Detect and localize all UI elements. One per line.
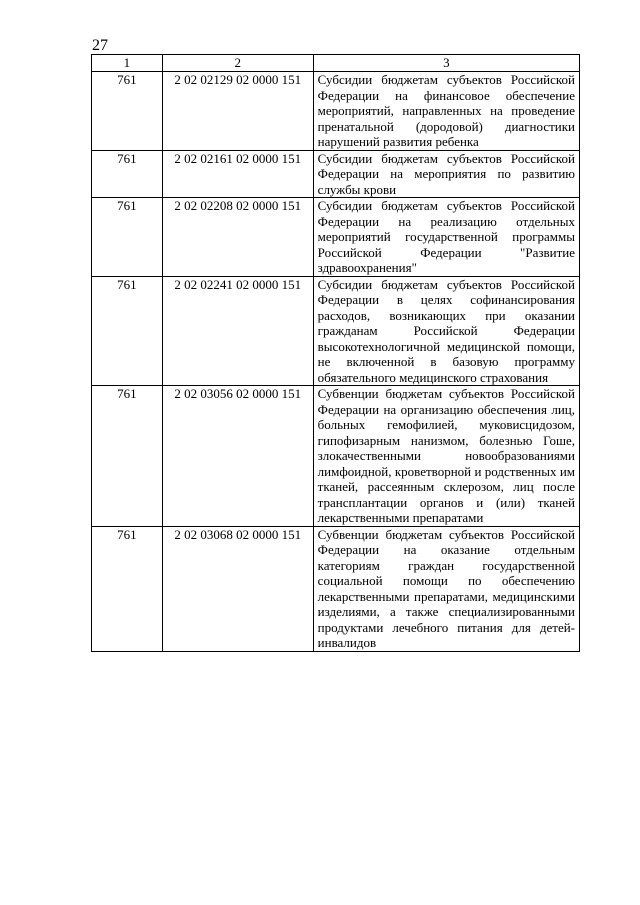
table-row <box>92 526 580 651</box>
description-cell: Субвенции бюджетам субъектов Российской Федерации на оказание отдельным категориям граждан государственной социальной помощи по обеспечению лекарственными препаратами, медицинскими изделиями, а также специализированными продуктами лечебного питания для детей-инвалидов <box>313 526 579 651</box>
description-cell: Субвенции бюджетам субъектов Российской Федерации на организацию обеспечения лиц, больных гемофилией, муковисцидозом, гипофизарным нанизмом, болезнью Гоше, злокачественными новообразованиями лимфоидной, кроветворной и родственных им тканей, рассеянным склерозом, лиц после трансплантации органов и (или) тканей лекарственными препаратами <box>313 386 579 527</box>
admin-code-cell: 761 <box>92 386 163 527</box>
revenue-code-cell: 2 02 02241 02 0000 151 <box>162 276 313 386</box>
admin-code-cell: 761 <box>92 526 163 651</box>
table-header-row <box>92 55 580 72</box>
column-header-1: 1 <box>92 55 163 72</box>
table-row <box>92 150 580 198</box>
description-cell: Субсидии бюджетам субъектов Российской Федерации на мероприятия по развитию службы крови <box>313 150 579 198</box>
table-row <box>92 386 580 527</box>
column-header-3: 3 <box>313 55 579 72</box>
column-header-2: 2 <box>162 55 313 72</box>
revenue-code-cell: 2 02 02161 02 0000 151 <box>162 150 313 198</box>
description-cell: Субсидии бюджетам субъектов Российской Федерации в целях софинансирования расходов, возникающих при оказании гражданам Российской Федерации высокотехнологичной медицинской помощи, не включенной в базовую программу обязательного медицинского страхования <box>313 276 579 386</box>
table-row <box>92 72 580 151</box>
budget-revenue-table <box>91 54 580 652</box>
page-number: 27 <box>92 37 108 54</box>
revenue-code-cell: 2 02 03068 02 0000 151 <box>162 526 313 651</box>
description-cell: Субсидии бюджетам субъектов Российской Федерации на реализацию отдельных мероприятий государственной программы Российской Федерации "Развитие здравоохранения" <box>313 198 579 277</box>
revenue-code-cell: 2 02 02208 02 0000 151 <box>162 198 313 277</box>
admin-code-cell: 761 <box>92 198 163 277</box>
admin-code-cell: 761 <box>92 150 163 198</box>
admin-code-cell: 761 <box>92 72 163 151</box>
revenue-code-cell: 2 02 02129 02 0000 151 <box>162 72 313 151</box>
admin-code-cell: 761 <box>92 276 163 386</box>
description-cell: Субсидии бюджетам субъектов Российской Федерации на финансовое обеспечение мероприятий, направленных на проведение пренатальной (дородовой) диагностики нарушений развития ребенка <box>313 72 579 151</box>
table-row <box>92 198 580 277</box>
table-row <box>92 276 580 386</box>
revenue-code-cell: 2 02 03056 02 0000 151 <box>162 386 313 527</box>
